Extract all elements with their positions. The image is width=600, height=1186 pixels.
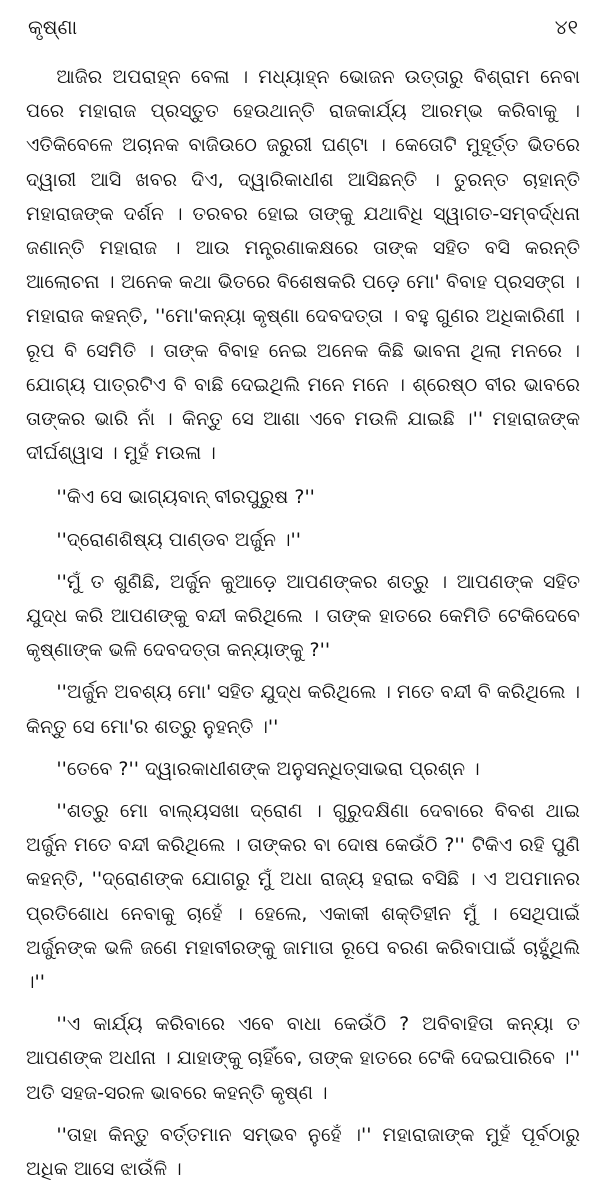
paragraph: ''ଦ୍ରୋଣଶିଷ୍ୟ ପାଣ୍ଡବ ଅର୍ଜୁନ ।'' bbox=[56, 528, 302, 551]
paragraph: ''ତେବେ ?'' ଦ୍ୱାରକାଧୀଶଙ୍କ ଅନୁସନ୍ଧିତ୍ସାଭରା ପ୍ରଶ୍ନ । bbox=[56, 757, 480, 780]
paragraph: ''ଶତ୍ରୁ ମୋ ବାଲ୍ୟସଖା ଦ୍ରୋଣ । ଗୁରୁଦକ୍ଷିଣା ଦେବାରେ ବିବଶ ଥାଇ ଅର୍ଜୁନ ମତେ ବନ୍ଦୀ କରିଥିଲେ । ତାଙ୍କର ବା ଦୋଷ କେଉଁଠି ?'' ଟିକିଏ ରହି ପୁଣି କହନ୍ତି, ''ଦ୍ରୋଣଙ୍କ ଯୋଗରୁ ମୁଁ ଅଧା ରାଜ୍ୟ ହରାଇ ବସିଛି । ଏ ଅପମାନର ପ୍ରତିଶୋଧ ନେବାକୁ ଚାହେଁ । ହେଲେ, ଏକାକୀ ଶକ୍ତିହୀନ ମୁଁ । ସେଥିପାଇଁ ଅର୍ଜୁନଙ୍କ ଭଳି ଜଣେ ମହାବୀରଙ୍କୁ ଜାମାତା ରୂପେ ବରଣ କରିବାପାଇଁ ଚାହୁଁଥିଲି ।'' bbox=[26, 800, 580, 994]
paragraph: ''କିଏ ସେ ଭାଗ୍ୟବାନ୍ ବୀରପୁରୁଷ ?'' bbox=[56, 486, 315, 509]
paragraph: ଆଜିର ଅପରାହ୍ନ ବେଳା । ମଧ୍ୟାହ୍ନ ଭୋଜନ ଉତ୍ତାରୁ ବିଶ୍ରାମ ନେବା ପରେ ମହାରାଜ ପ୍ରସ୍ତୁତ ହେଉଥାନ୍ତି ରାଜକାର୍ଯ୍ୟ ଆରମ୍ଭ କରିବାକୁ । ଏତିକିବେଳେ ଅଚାନକ ବାଜିଉଠେ ଜରୁରୀ ଘଣ୍ଟା । କେତୋଟି ମୁହୂର୍ତ୍ତ ଭିତରେ ଦ୍ୱାରୀ ଆସି ଖବର ଦିଏ, ଦ୍ୱାରିକାଧୀଶ ଆସିଛନ୍ତି । ତୁରନ୍ତ ଚାହାନ୍ତି ମହାରାଜଙ୍କ ଦର୍ଶନ । ତରବର ହୋଇ ତାଙ୍କୁ ଯଥାବିଧି ସ୍ୱାଗତ-ସମ୍ବର୍ଦ୍ଧନା ଜଣାନ୍ତି ମହାରାଜ । ଆଉ ମନ୍ତ୍ରଣାକକ୍ଷରେ ତାଙ୍କ ସହିତ ବସି କରନ୍ତି ଆଲୋଚନା । ଅନେକ କଥା ଭିତରେ ବିଶେଷକରି ପଡ଼େ ମୋ' ବିବାହ ପ୍ରସଙ୍ଗ । ମହାରାଜ କହନ୍ତି, ''ମୋ'କନ୍ୟା କୃଷ୍ଣା ଦେବଦତ୍ତା । ବହୁ ଗୁଣର ଅଧିକାରିଣୀ । ରୂପ ବି ସେମିତି । ତାଙ୍କ ବିବାହ ନେଇ ଅନେକ କିଛି ଭାବନା ଥିଲା ମନରେ । ଯୋଗ୍ୟ ପାତ୍ରଟିଏ ବି ବାଛି ଦେଇଥିଲି ମନେ ମନେ । ଶ୍ରେଷ୍ଠ ବୀର ଭାବରେ ତାଙ୍କର ଭାରି ନାଁ । କିନ୍ତୁ ସେ ଆଶା ଏବେ ମଉଳି ଯାଇଛି ।'' ମହାରାଜଙ୍କ ଦୀର୍ଘଶ୍ୱାସ । ମୁହଁ ମଉଳା । bbox=[26, 66, 580, 465]
body-text bbox=[26, 60, 580, 1181]
paragraph: ''ଏ କାର୍ଯ୍ୟ କରିବାରେ ଏବେ ବାଧା କେଉଁଠି ? ଅବିବାହିତା କନ୍ୟା ତ ଆପଣଙ୍କ ଅଧୀନା । ଯାହାଙ୍କୁ ଚାହିଁବେ, ତାଙ୍କ ହାତରେ ଟେକି ଦେଇପାରିବେ ।'' ଅତି ସହଜ-ସରଳ ଭାବରେ କହନ୍ତି କୃଷ୍ଣ । bbox=[26, 1013, 580, 1104]
page-header bbox=[28, 12, 578, 42]
page-number: ୪୧ bbox=[554, 15, 578, 39]
paragraph: ''ତାହା କିନ୍ତୁ ବର୍ତ୍ତମାନ ସମ୍ଭବ ନୁହେଁ ।'' ମହାରାଜାଙ୍କ ମୁହଁ ପୂର୍ବଠାରୁ ଅଧିକ ଆସେ ଝାଉଁଳି । bbox=[26, 1123, 580, 1181]
paragraph: ''ଅର୍ଜୁନ ଅବଶ୍ୟ ମୋ' ସହିତ ଯୁଦ୍ଧ କରିଥିଲେ । ମତେ ବନ୍ଦୀ ବି କରିଥିଲେ । କିନ୍ତୁ ସେ ମୋ'ର ଶତ୍ରୁ ନୁହନ୍ତି ।'' bbox=[26, 681, 580, 738]
running-title: କୃଷ୍ଣା bbox=[28, 15, 78, 39]
paragraph: ''ମୁଁ ତ ଶୁଣିଛି, ଅର୍ଜୁନ କୁଆଡ଼େ ଆପଣଙ୍କର ଶତ୍ରୁ । ଆପଣଙ୍କ ସହିତ ଯୁଦ୍ଧ କରି ଆପଣଙ୍କୁ ବନ୍ଦୀ କରିଥିଲେ । ତାଙ୍କ ହାତରେ କେମିତି ଟେକିଦେବେ କୃଷ୍ଣାଙ୍କ ଭଳି ଦେବଦତ୍ତା କନ୍ୟାଙ୍କୁ ?'' bbox=[26, 570, 580, 662]
